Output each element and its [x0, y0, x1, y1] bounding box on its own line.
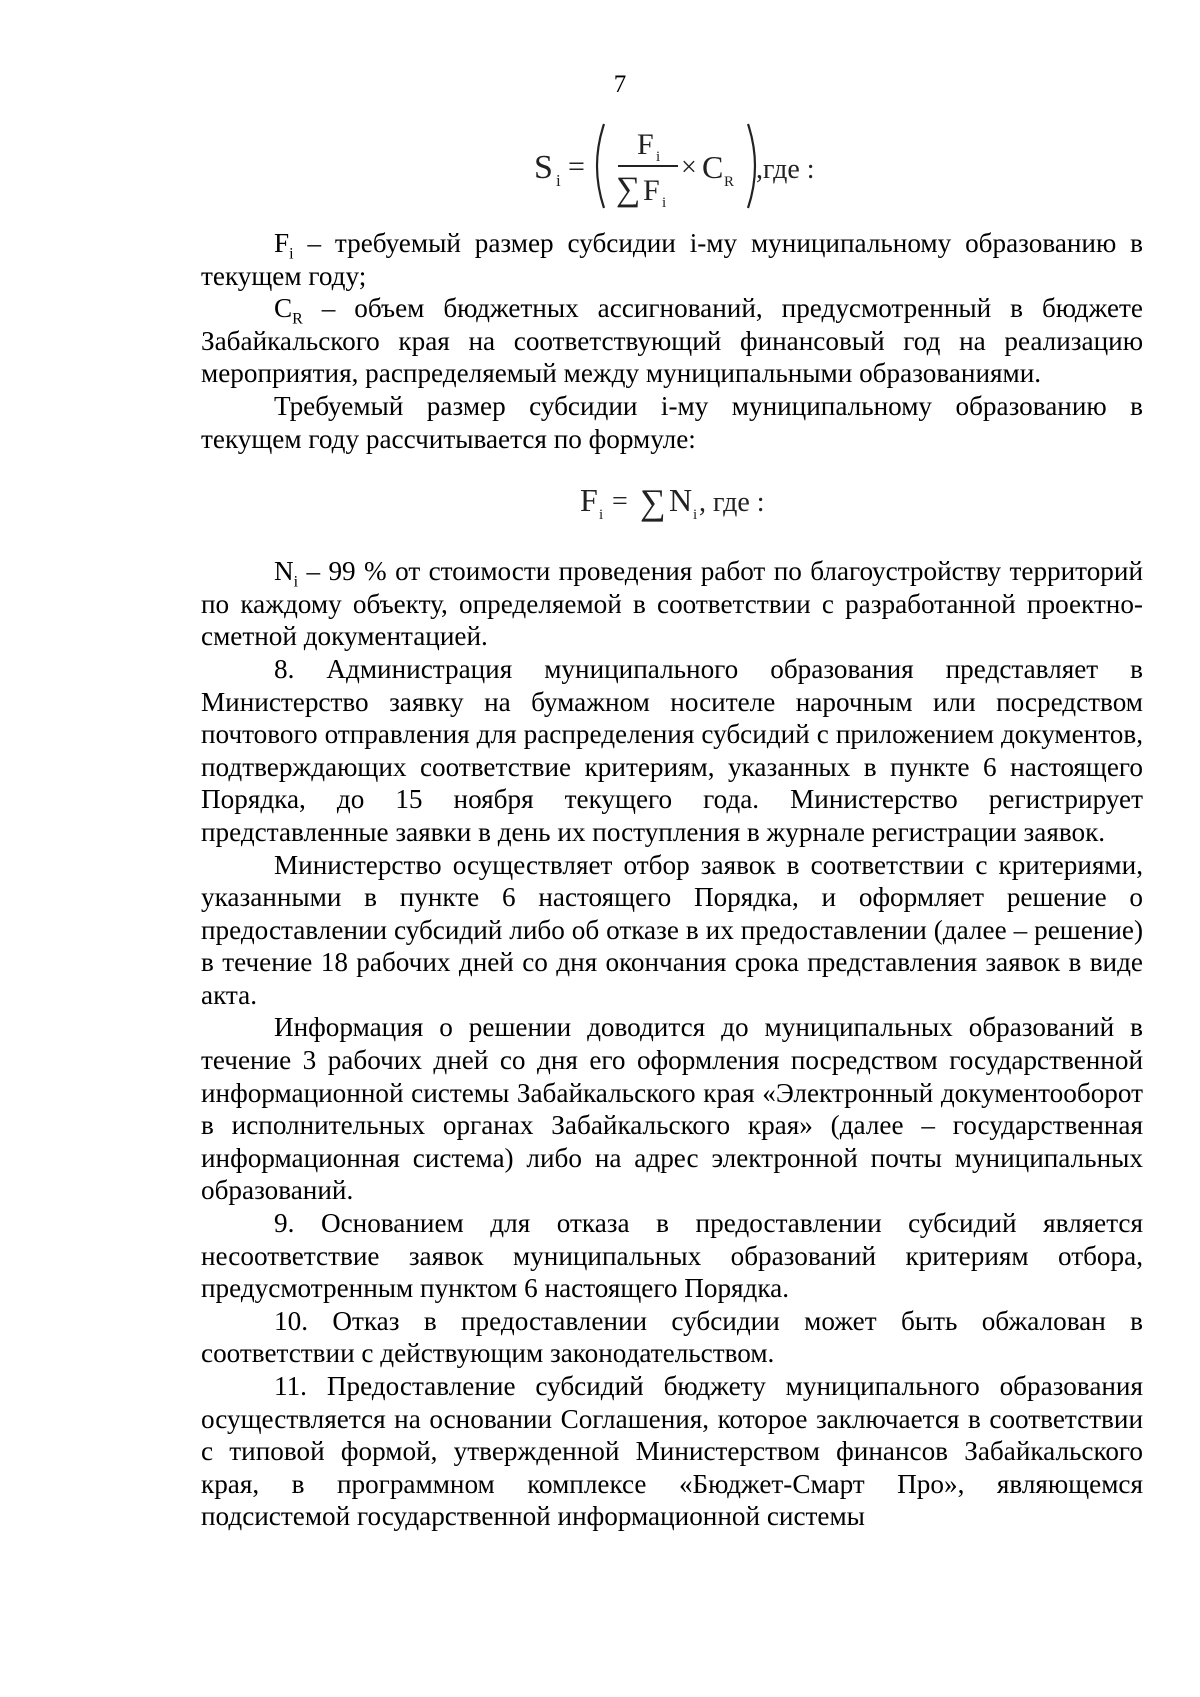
- subsidy-formula: [532, 116, 832, 216]
- formula-where: ,где :: [756, 154, 815, 185]
- formula-equals: =: [568, 150, 585, 183]
- required-subsidy-formula-block: [201, 455, 1143, 555]
- paragraph-10: 10. Отказ в предоставлении субсидии может быть обжалован в соответствии с действующим законодательством.: [201, 1305, 1143, 1369]
- formula-numerator-subscript: i: [656, 149, 661, 165]
- formula-c-symbol: C: [702, 149, 724, 185]
- formula2-sigma: ∑: [640, 482, 666, 523]
- formula-s-subscript: i: [556, 171, 561, 190]
- formula2-where: , где :: [699, 487, 765, 519]
- cr-subscript: R: [292, 310, 303, 328]
- formula2-n-symbol: N: [669, 482, 693, 519]
- fi-definition-text: – требуемый размер субсидии i-му муниципальному образованию в текущем году;: [201, 228, 1143, 291]
- formula-s-symbol: S: [534, 149, 553, 186]
- ni-definition-text: – 99 % от стоимости проведения работ по благоустройству территорий по каждому объекту, определяемой в соответствии с разработанной проектно-сметной документацией.: [201, 556, 1143, 652]
- fi-symbol: F: [274, 228, 290, 258]
- paragraph-11: 11. Предоставление субсидий бюджету муниципального образования осуществляется на основании Соглашения, которое заключается в соответствии с типовой формой, утвержденной Министерством финансов Забайкальского края, в программном комплексе «Бюджет-Смарт Про», являющемся подсистемой государственной информационной системы: [201, 1371, 1143, 1532]
- fi-subscript: i: [289, 245, 294, 263]
- formula2-n-subscript: i: [693, 507, 698, 524]
- formula-times: ×: [681, 152, 697, 183]
- formula-denominator: F: [643, 174, 660, 207]
- formula2-f-subscript: i: [599, 507, 604, 524]
- paragraph-information: Информация о решении доводится до муниципальных образований в течение 3 рабочих дней со дня его оформления посредством государственной информационной системы Забайкальского края «Электронный документооборот в исполнительных органах Забайкальского края» (далее – государственная информационная система) либо на адрес электронной почты муниципальных образований.: [201, 1012, 1143, 1206]
- formula-left-paren: [597, 124, 604, 208]
- paragraph-8: 8. Администрация муниципального образования представляет в Министерство заявку на бумажном носителе нарочным или посредством почтового отправления для распределения субсидий с приложением документов, подтверждающих соответствие критериям, указанных в пункте 6 настоящего Порядка, до 15 ноября текущего года. Министерство регистрирует представленные заявки в день их поступления в журнале регистрации заявок.: [201, 653, 1143, 847]
- formula2-equals: =: [612, 486, 628, 518]
- document-body: [201, 227, 1143, 1533]
- paragraph-9: 9. Основанием для отказа в предоставлении субсидий является несоответствие заявок муниципальных образований критериям отбора, предусмотренным пунктом 6 настоящего Порядка.: [201, 1208, 1143, 1304]
- formula-right-paren: [748, 124, 755, 208]
- ni-subscript: i: [293, 573, 299, 591]
- definition-cr: [201, 292, 1143, 390]
- cr-symbol: C: [274, 293, 293, 324]
- ni-symbol: N: [274, 556, 294, 587]
- formula2-f-symbol: F: [580, 482, 598, 519]
- definition-fi: [201, 227, 1143, 292]
- paragraph-formula-intro: Требуемый размер субсидии i-му муниципальному образованию в текущем году рассчитывается по формуле:: [201, 390, 1143, 454]
- cr-definition-text: – объем бюджетных ассигнований, предусмотренный в бюджете Забайкальского края на соответствующий финансовый год на реализацию мероприятия, распределяемый между муниципальными образованиями.: [201, 293, 1143, 389]
- required-subsidy-formula: [578, 467, 798, 537]
- formula-sigma: ∑: [616, 171, 641, 208]
- formula-c-subscript: R: [724, 174, 735, 190]
- page-number: 7: [613, 71, 627, 98]
- formula-denominator-subscript: i: [662, 195, 667, 211]
- definition-ni: [201, 555, 1143, 653]
- formula-numerator: F: [637, 128, 654, 161]
- paragraph-selection: Министерство осуществляет отбор заявок в соответствии с критериями, указанными в пункте 6 настоящего Порядка, и оформляет решение о предоставлении субсидий либо об отказе в их предоставлении (далее – решение) в течение 18 рабочих дней со дня окончания срока представления заявок в виде акта.: [201, 849, 1143, 1010]
